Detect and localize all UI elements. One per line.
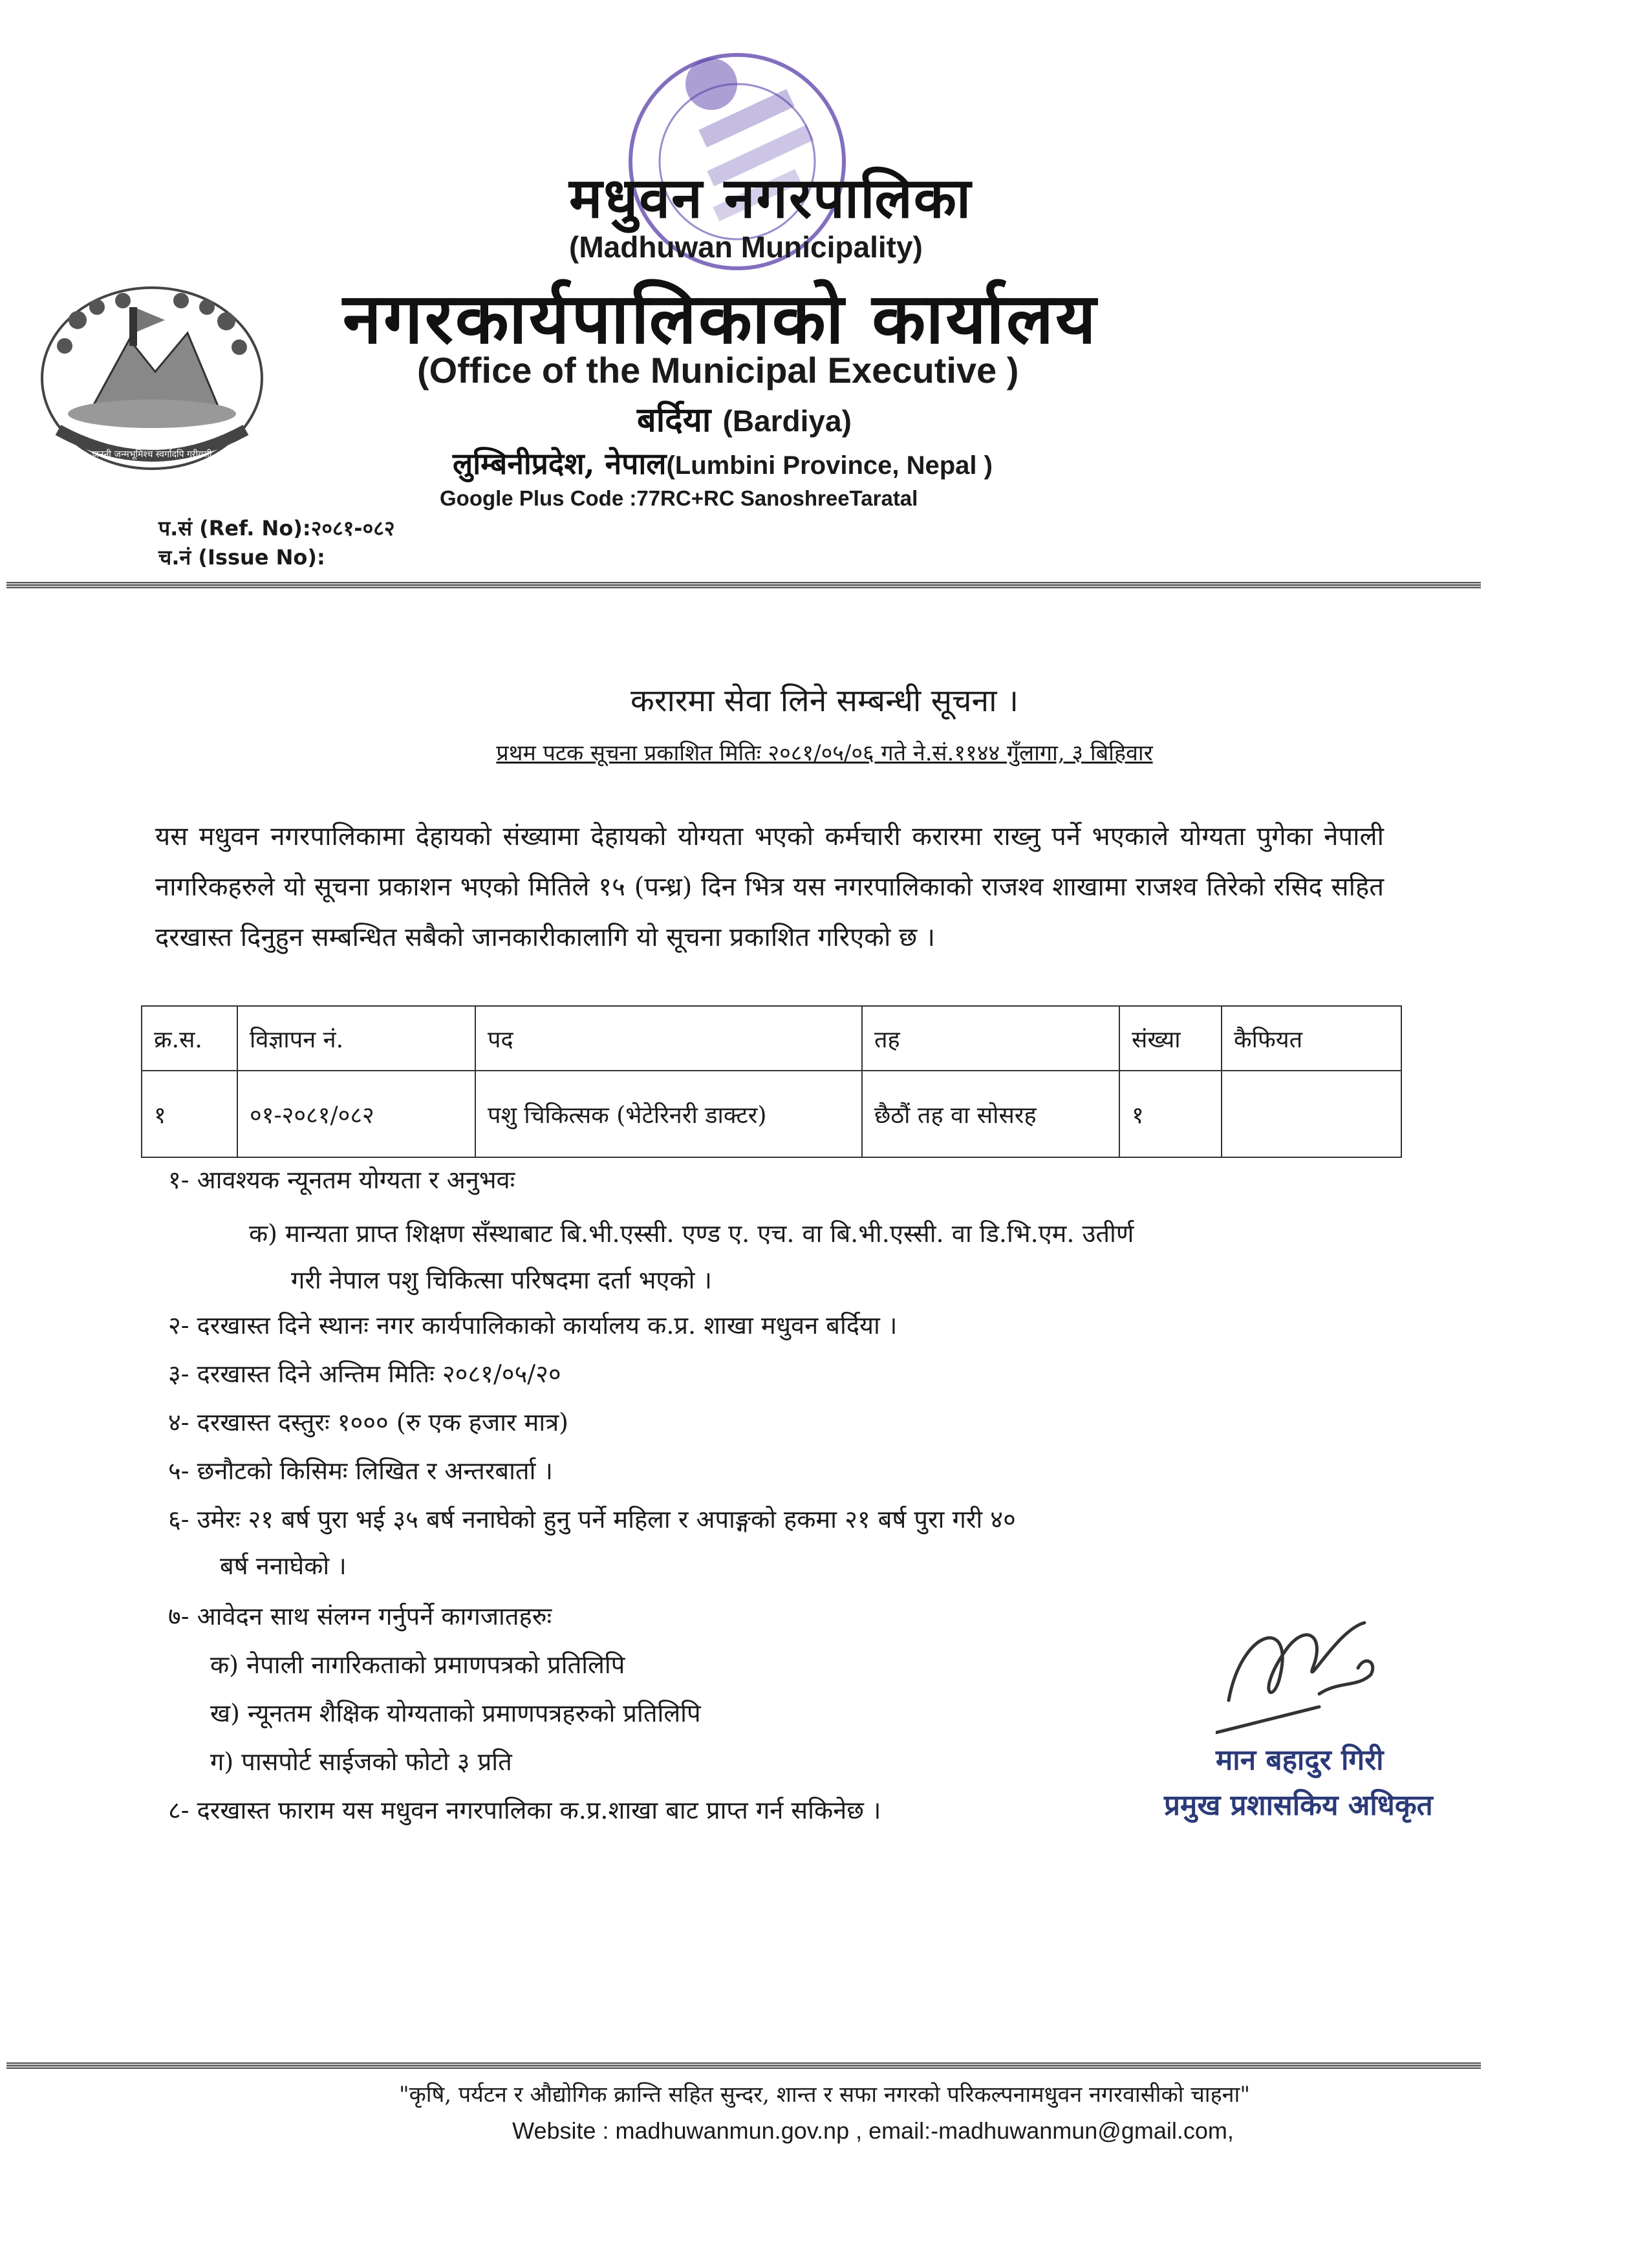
notice-paragraph: यस मधुवन नगरपालिकामा देहायको संख्यामा देहायको योग्यता भएको कर्मचारी करारमा राख्नु पर्ने भएकाले योग्यता पुगेका नेपाली नागरिकहरुले यो सूचना प्रकाशन भएको मितिले १५ (पन्ध्र) दिन भित्र यस नगरपालिकाको राजश्व शाखामा राजश्व तिरेको रसिद सहित दरखास्त दिनुहुन सम्बन्धित सबैको जानकारीकालागि यो सूचना प्रकाशित गरिएको छ । bbox=[155, 822, 1384, 952]
table-header-row bbox=[142, 1006, 1401, 1071]
table-cell bbox=[1222, 1071, 1401, 1157]
signatory-title: प्रमुख प्रशासकिय अधिकृत bbox=[1164, 1789, 1433, 1822]
issue-number: च.नं (Issue No): bbox=[158, 545, 325, 570]
table-cell: ०१-२०८१/०८२ bbox=[237, 1071, 475, 1157]
municipality-name-en: (Madhuwan Municipality) bbox=[569, 230, 923, 264]
list-item: क) मान्यता प्राप्त शिक्षण सँस्थाबाट बि.भी.एस्सी. एण्ड ए. एच. वा बि.भी.एस्सी. वा डि.भि.एम. उतीर्ण bbox=[249, 1219, 1134, 1248]
nepal-emblem-icon bbox=[26, 275, 278, 488]
footer-divider bbox=[6, 2062, 1481, 2069]
table-cell: १ bbox=[1119, 1071, 1222, 1157]
table-header: कैफियत bbox=[1222, 1006, 1401, 1071]
table-header: संख्या bbox=[1119, 1006, 1222, 1071]
table-cell: १ bbox=[142, 1071, 237, 1157]
table-cell: छैठौं तह वा सोसरह bbox=[862, 1071, 1119, 1157]
table-header: विज्ञापन नं. bbox=[237, 1006, 475, 1071]
table-header: पद bbox=[475, 1006, 862, 1071]
province-np: लुम्बिनीप्रदेश, नेपाल bbox=[453, 446, 667, 481]
signatory-name: मान बहादुर गिरी bbox=[1216, 1744, 1384, 1777]
table-header: क्र.स. bbox=[142, 1006, 237, 1071]
list-item: गरी नेपाल पशु चिकित्सा परिषदमा दर्ता भएको । bbox=[291, 1266, 712, 1294]
list-item: ७- आवेदन साथ संलग्न गर्नुपर्ने कागजातहरुः bbox=[168, 1602, 552, 1631]
table-header: तह bbox=[862, 1006, 1119, 1071]
list-item: ख) न्यूनतम शैक्षिक योग्यताको प्रमाणपत्रहरुको प्रतिलिपि bbox=[210, 1699, 701, 1728]
vacancy-table bbox=[141, 1005, 1402, 1158]
list-item: ६- उमेरः २१ बर्ष पुरा भई ३५ बर्ष ननाघेको हुनु पर्ने महिला र अपाङ्गको हकमा २१ बर्ष पुरा गरी ४० bbox=[168, 1505, 1016, 1534]
list-item: ५- छनौटको किसिमः लिखित र अन्तरबार्ता । bbox=[168, 1457, 553, 1485]
district-en: (Bardiya) bbox=[722, 404, 852, 438]
municipality-name: मधुवन नगरपालिका bbox=[569, 166, 973, 231]
ref-number: प.सं (Ref. No):२०८१-०८२ bbox=[158, 516, 395, 540]
list-item: ८- दरखास्त फाराम यस मधुवन नगरपालिका क.प्र.शाखा बाट प्राप्त गर्न सकिनेछ । bbox=[168, 1796, 881, 1824]
signature-icon bbox=[1216, 1590, 1410, 1746]
district bbox=[637, 396, 852, 442]
list-item: क) नेपाली नागरिकताको प्रमाणपत्रको प्रतिलिपि bbox=[210, 1651, 625, 1679]
province bbox=[453, 443, 993, 483]
list-item: ३- दरखास्त दिने अन्तिम मितिः २०८१/०५/२० bbox=[168, 1360, 561, 1388]
table-cell: पशु चिकित्सक (भेटेरिनरी डाक्टर) bbox=[475, 1071, 862, 1157]
notice-title: करारमा सेवा लिने सम्बन्धी सूचना । bbox=[630, 683, 1019, 719]
list-item: ग) पासपोर्ट साईजको फोटो ३ प्रति bbox=[210, 1748, 512, 1776]
header-divider bbox=[6, 582, 1481, 588]
footer-website: Website : madhuwanmun.gov.np , email:-madhuwanmun@gmail.com, bbox=[512, 2117, 1234, 2144]
province-en: (Lumbini Province, Nepal ) bbox=[666, 451, 993, 480]
district-np: बर्दिया bbox=[637, 400, 711, 440]
list-item: २- दरखास्त दिने स्थानः नगर कार्यपालिकाको कार्यालय क.प्र. शाखा मधुवन बर्दिया । bbox=[168, 1311, 898, 1340]
emblem-caption: जननी जन्मभूमिश्च स्वर्गादपि गरीयसी bbox=[92, 449, 212, 460]
list-item: बर्ष ननाघेको । bbox=[220, 1552, 347, 1580]
notice-subtitle: प्रथम पटक सूचना प्रकाशित मितिः २०८१/०५/०६ गते ने.सं.११४४ गुँलागा, ३ बिहिवार bbox=[496, 740, 1153, 766]
plus-code: Google Plus Code :77RC+RC SanoshreeTaratal bbox=[440, 486, 918, 510]
list-item: ४- दरखास्त दस्तुरः १००० (रु एक हजार मात्र) bbox=[168, 1408, 568, 1437]
footer-quote: "कृषि, पर्यटन र औद्योगिक क्रान्ति सहित सुन्दर, शान्त र सफा नगरको परिकल्पनामधुवन नगरवासीको चाहना" bbox=[399, 2082, 1250, 2108]
list-item: १- आवश्यक न्यूनतम योग्यता र अनुभवः bbox=[168, 1166, 515, 1194]
office-name: नगरकार्यपालिकाको कार्यालय bbox=[343, 278, 1098, 359]
table-row bbox=[142, 1071, 1401, 1157]
office-name-en: (Office of the Municipal Executive ) bbox=[417, 350, 1019, 390]
